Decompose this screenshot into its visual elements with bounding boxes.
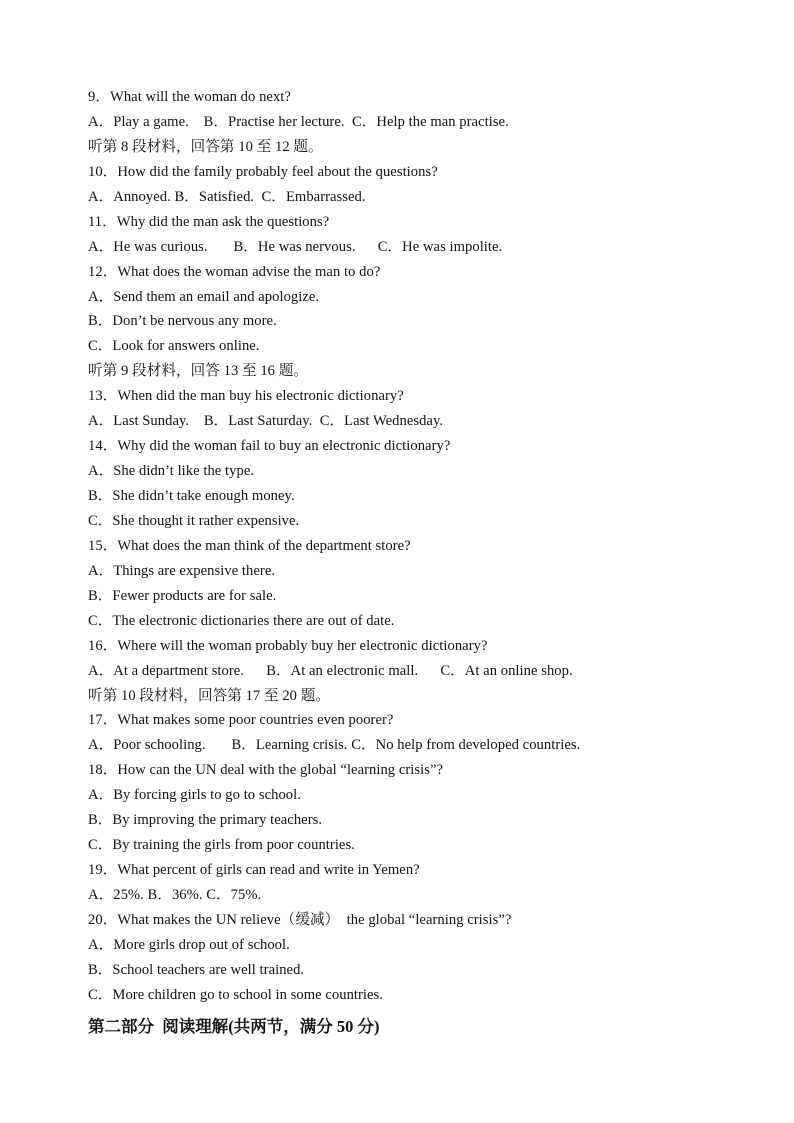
answer-option-line: A．At a department store. B．At an electronic mall. C．At an online shop. <box>88 662 573 679</box>
answer-option-line: C．More children go to school in some countries. <box>88 986 383 1003</box>
answer-option-line: A．Play a game. B．Practise her lecture. C．Help the man practise. <box>88 113 509 130</box>
answer-option-line: A．Send them an email and apologize. <box>88 288 320 305</box>
answer-option-line: A．Annoyed. B．Satisfied. C．Embarrassed. <box>88 188 366 205</box>
answer-option-line: B．School teachers are well trained. <box>88 961 305 978</box>
document-page <box>88 85 768 1040</box>
answer-option-line: C．Look for answers online. <box>88 338 260 355</box>
answer-option-line: C．She thought it rather expensive. <box>88 512 300 529</box>
question-line: 17．What makes some poor countries even poorer? <box>88 712 394 729</box>
question-list <box>88 85 768 1008</box>
answer-option-line: A．By forcing girls to go to school. <box>88 787 301 804</box>
instruction-line: 听第 10 段材料，回答第 17 至 20 题。 <box>88 687 330 704</box>
question-line: 18．How can the UN deal with the global “learning crisis”? <box>88 762 444 779</box>
answer-option-line: A．More girls drop out of school. <box>88 936 290 953</box>
question-line: 9．What will the woman do next? <box>88 89 291 105</box>
answer-option-line: A．He was curious. B．He was nervous. C．He was impolite. <box>88 238 503 255</box>
question-line: 11．Why did the man ask the questions? <box>88 213 330 230</box>
answer-option-line: A．Poor schooling. B．Learning crisis. C．No help from developed countries. <box>88 737 581 754</box>
instruction-line: 听第 9 段材料，回答 13 至 16 题。 <box>88 363 309 380</box>
answer-option-line: A．Things are expensive there. <box>88 562 276 579</box>
answer-option-line: A．She didn’t like the type. <box>88 463 255 480</box>
answer-option-line: B．She didn’t take enough money. <box>88 488 295 504</box>
answer-option-line: A．Last Sunday. B．Last Saturday. C．Last Wednesday. <box>88 413 444 430</box>
answer-option-line: B．By improving the primary teachers. <box>88 812 323 829</box>
answer-option-line: C．By training the girls from poor countries. <box>88 837 355 854</box>
question-line: 14．Why did the woman fail to buy an electronic dictionary? <box>88 438 451 455</box>
answer-option-line: C．The electronic dictionaries there are out of date. <box>88 612 395 629</box>
answer-option-line: A．25%. B．36%. C．75%. <box>88 887 262 903</box>
question-line: 20．What makes the UN relieve（缓减） the global “learning crisis”? <box>88 911 512 928</box>
instruction-line: 听第 8 段材料，回答第 10 至 12 题。 <box>88 138 323 155</box>
answer-option-line: B．Don’t be nervous any more. <box>88 313 277 330</box>
question-line: 10．How did the family probably feel about the questions? <box>88 163 438 180</box>
section-heading: 第二部分 阅读理解(共两节，满分 50 分) <box>88 1016 380 1036</box>
question-line: 16．Where will the woman probably buy her electronic dictionary? <box>88 637 488 654</box>
question-line: 12．What does the woman advise the man to do? <box>88 263 381 280</box>
question-line: 19．What percent of girls can read and write in Yemen? <box>88 862 420 879</box>
question-line: 13．When did the man buy his electronic dictionary? <box>88 388 404 405</box>
answer-option-line: B．Fewer products are for sale. <box>88 587 277 604</box>
question-line: 15．What does the man think of the department store? <box>88 537 411 554</box>
